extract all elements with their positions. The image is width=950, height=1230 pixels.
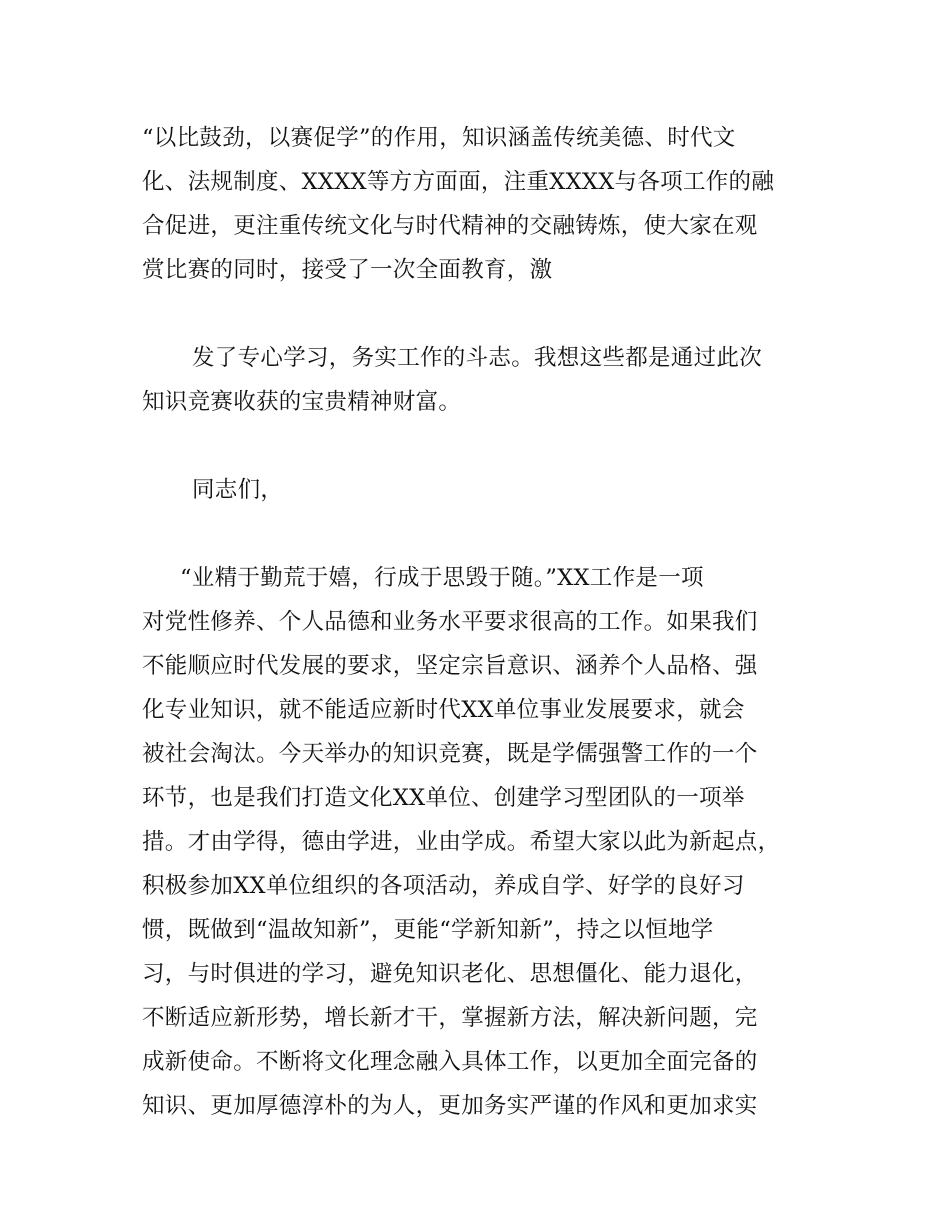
text-line: 知识竞赛收获的宝贵精神财富。 xyxy=(142,389,462,415)
text-line: 赏比赛的同时，接受了一次全面教育，激 xyxy=(142,257,553,283)
text-line: 习，与时俱进的学习，避免知识老化、思想僵化、能力退化， xyxy=(142,961,758,987)
text-line: 化专业知识，就不能适应新时代XX单位事业发展要求，就会 xyxy=(142,697,745,723)
text-line: 化、法规制度、XXXX等方方面面，注重XXXX与各项工作的融 xyxy=(142,169,775,195)
text-line: 环节，也是我们打造文化XX单位、创建学习型团队的一项举 xyxy=(142,785,745,811)
text-line: 对党性修养、个人品德和业务水平要求很高的工作。如果我们 xyxy=(142,609,758,635)
text-line: “以比鼓劲，以赛促学”的作用，知识涵盖传统美德、时代文 xyxy=(142,125,736,151)
text-line: 不能顺应时代发展的要求，坚定宗旨意识、涵养个人品格、强 xyxy=(142,653,758,679)
text-line: 知识、更加厚德淳朴的为人，更加务实严谨的作风和更加求实 xyxy=(142,1093,758,1119)
text-line: 不断适应新形势，增长新才干，掌握新方法，解决新问题，完 xyxy=(142,1005,758,1031)
text-line: 合促进，更注重传统文化与时代精神的交融铸炼，使大家在观 xyxy=(142,213,758,239)
text-line: 发了专心学习，务实工作的斗志。我想这些都是通过此次 xyxy=(192,345,763,371)
text-line: “业精于勤荒于嬉，行成于思毁于随。”XX工作是一项 xyxy=(180,565,704,591)
text-line: 措。才由学得，德由学进，业由学成。希望大家以此为新起点， xyxy=(142,829,781,855)
salutation: 同志们， xyxy=(192,477,284,503)
text-line: 被社会淘汰。今天举办的知识竞赛，既是学儒强警工作的一个 xyxy=(142,741,758,767)
text-line: 惯，既做到“温故知新”，更能“学新知新”，持之以恒地学 xyxy=(142,917,714,943)
text-line: 积极参加XX单位组织的各项活动，养成自学、好学的良好习 xyxy=(142,873,745,899)
text-line: 成新使命。不断将文化理念融入具体工作，以更加全面完备的 xyxy=(142,1049,758,1075)
